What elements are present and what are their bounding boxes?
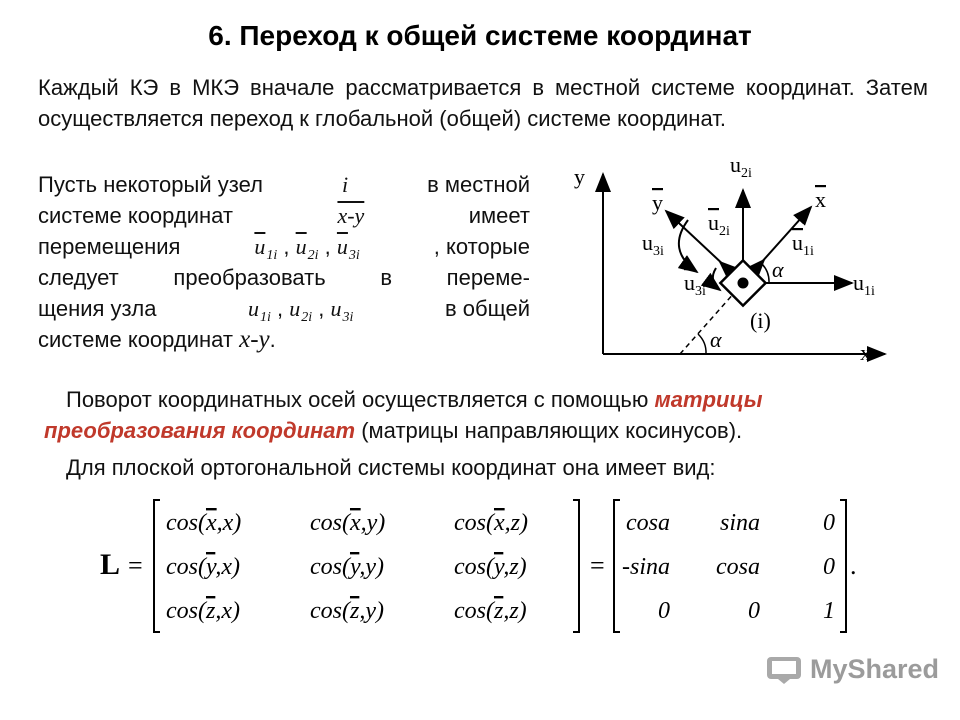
- rotation-matrix-cell: 1: [823, 598, 835, 624]
- rotation-matrix-cell: 0: [658, 598, 670, 624]
- u2i-local-label: $u_{2i}$: [708, 210, 730, 239]
- u-symbol: $\overline{u}$: [295, 234, 307, 259]
- para2-line-6: [38, 324, 530, 358]
- u3i-local-rotation-arrow: [713, 268, 720, 290]
- myshared-logo-icon: [766, 656, 802, 684]
- subscript: 2i: [301, 310, 313, 325]
- para2-text: перемещения: [38, 234, 181, 259]
- node-label: (i): [750, 308, 771, 333]
- right-bracket: [840, 500, 846, 632]
- direction-cosine-cell: cos(x,x): [166, 510, 242, 536]
- global-x-label: x: [860, 340, 871, 365]
- coordinate-diagram: [560, 150, 900, 375]
- equals-sign: =: [590, 551, 605, 580]
- right-bracket: [573, 500, 579, 632]
- global-axes-symbol: x-y: [239, 326, 270, 353]
- para2-text: имеет: [468, 203, 530, 228]
- para2-text: в местной: [427, 172, 530, 197]
- alpha-label: α: [710, 327, 722, 352]
- matrix-lhs: L: [100, 548, 121, 581]
- direction-cosine-cell: cos(y,y): [310, 554, 384, 580]
- comma: ,: [283, 234, 290, 259]
- transformation-matrix: [100, 492, 880, 642]
- u3i-local-label: $u_{3i}$: [684, 270, 706, 299]
- para2-text: системе координат: [38, 327, 234, 352]
- local-y-label: y: [652, 190, 663, 215]
- para3-text: Поворот координатных осей осуществляется с помощью: [66, 387, 649, 412]
- rotation-matrix-cell: cosa: [626, 510, 670, 536]
- u3i-rotation-arrow: [679, 220, 697, 272]
- para2-text: преобразовать: [173, 265, 326, 290]
- comma: ,: [318, 296, 325, 321]
- rotation-matrix-cell: 0: [748, 598, 760, 624]
- rotation-paragraph: [44, 384, 934, 446]
- subscript: 1i: [266, 248, 278, 263]
- matrix-intro: Для плоской ортогональной системы координат она имеет вид:: [66, 455, 716, 480]
- period: .: [850, 551, 857, 580]
- global-y-label: y: [574, 164, 585, 189]
- para2-text: Пусть некоторый узел: [38, 172, 263, 197]
- node-center-dot: [739, 279, 748, 288]
- para2-text: следует: [38, 265, 119, 290]
- para3-text: (матрицы направляющих косинусов).: [361, 418, 743, 443]
- intro-paragraph: Каждый КЭ в МКЭ вначале рассматривается в местной системе координат. Затем осуществляется переход к глобальной (общей) системе координат.: [38, 75, 928, 131]
- para2-text: в общей: [444, 296, 530, 321]
- subscript: 3i: [342, 310, 354, 325]
- direction-cosine-cell: cos(x,y): [310, 510, 386, 536]
- direction-cosine-cell: cos(x,z): [454, 510, 528, 536]
- rotation-matrix-cell: 0: [823, 510, 835, 536]
- u2i-label: $u_{2i}$: [730, 152, 752, 181]
- u1i-label: $u_{1i}$: [853, 270, 875, 299]
- u-symbol: u: [248, 296, 260, 321]
- period: .: [269, 327, 276, 352]
- para2-text: в: [380, 265, 393, 290]
- equals-sign: =: [128, 551, 143, 580]
- rotation-matrix-cell: -sina: [622, 554, 670, 580]
- comma: ,: [277, 296, 284, 321]
- u-symbol: u: [289, 296, 301, 321]
- para2-text: щения узла: [38, 296, 157, 321]
- local-x-label: x: [815, 187, 826, 212]
- para2-line-4: [38, 262, 530, 293]
- para2-text: переме-: [446, 265, 530, 290]
- highlight-term: преобразования координат: [44, 418, 356, 443]
- angle-arc-base: [698, 334, 706, 354]
- node-index: i: [341, 172, 349, 197]
- para2-line-3: [38, 231, 530, 262]
- rotation-matrix-cell: cosa: [716, 554, 760, 580]
- global-displacements: [248, 293, 353, 328]
- direction-cosine-cell: cos(y,x): [166, 554, 240, 580]
- para2-line-5: [38, 293, 530, 324]
- direction-cosine-cell: cos(z,x): [166, 598, 240, 624]
- rotation-matrix-cell: sina: [719, 510, 760, 536]
- watermark-text: MyShared: [810, 654, 940, 684]
- local-displacements: [254, 231, 359, 266]
- direction-cosine-cell: cos(z,y): [310, 598, 384, 624]
- subscript: 2i: [307, 248, 319, 263]
- alpha-label: α: [772, 257, 784, 282]
- comma: ,: [324, 234, 331, 259]
- direction-cosine-cell: cos(y,z): [454, 554, 527, 580]
- u3i-label: $u_{3i}$: [642, 230, 664, 259]
- subscript: 1i: [260, 310, 271, 325]
- para2-line-2: [38, 200, 530, 231]
- para2-text: системе координат: [38, 203, 234, 228]
- left-bracket: [614, 500, 620, 632]
- u-symbol: $\overline{u}$: [336, 234, 348, 259]
- para2-text: , которые: [433, 234, 530, 259]
- u1i-local-label: $u_{1i}$: [792, 230, 814, 259]
- highlight-term: матрицы: [654, 387, 763, 412]
- u-symbol: u: [330, 296, 342, 321]
- page-title: 6. Переход к общей системе координат: [208, 20, 752, 51]
- para2-line-1: [38, 169, 530, 200]
- local-axes-symbol: x-y: [337, 203, 365, 228]
- watermark: [766, 654, 939, 685]
- local-coords-paragraph: [38, 169, 530, 358]
- rotation-matrix-cell: 0: [823, 554, 835, 580]
- subscript: 3i: [348, 248, 360, 263]
- direction-cosine-cell: cos(z,z): [454, 598, 527, 624]
- left-bracket: [154, 500, 160, 632]
- u-symbol: $\overline{u}$: [254, 234, 266, 259]
